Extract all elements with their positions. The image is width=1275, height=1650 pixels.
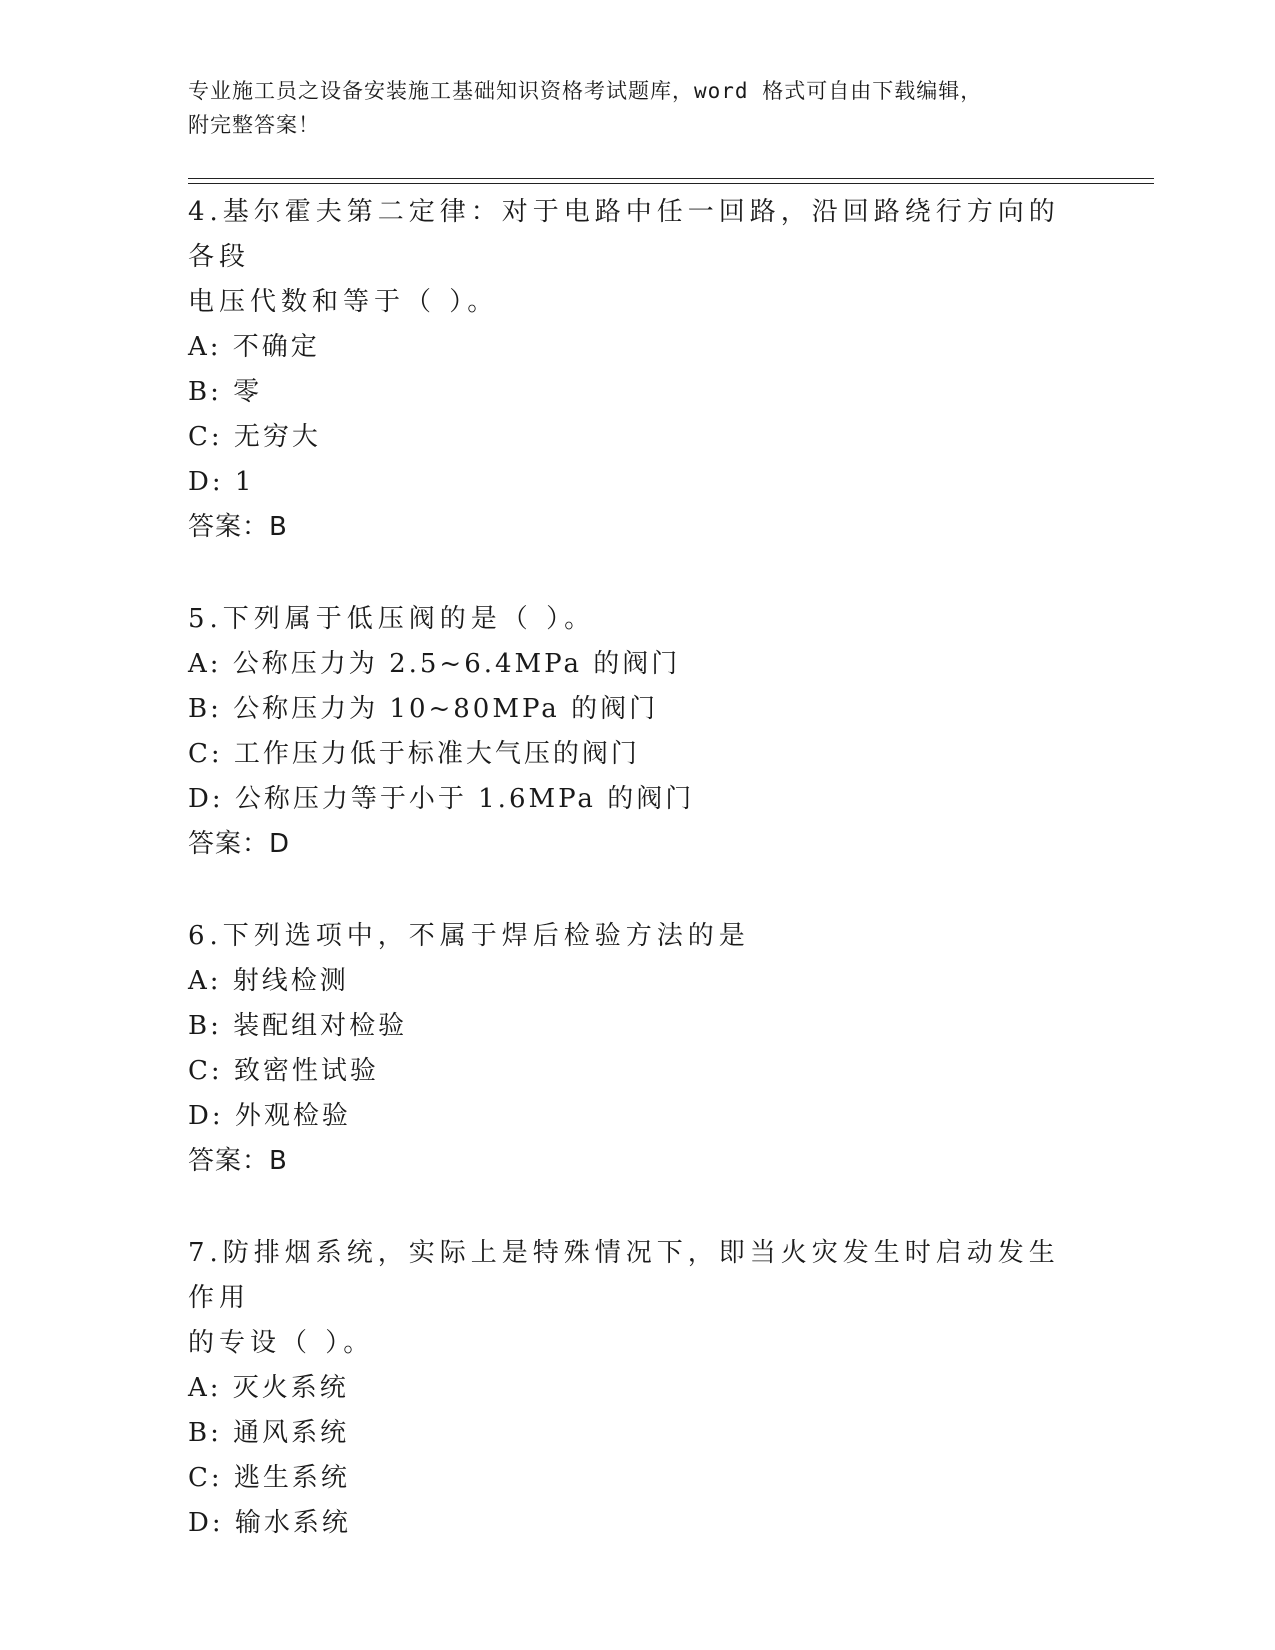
question-6 <box>188 914 1088 1184</box>
option-b: B: 装配组对检验 <box>188 1011 408 1041</box>
question-4 <box>188 190 1088 550</box>
question-stem-line: 的专设（ ）。 <box>188 1328 375 1358</box>
option-d: D: 1 <box>188 467 255 497</box>
answer-line: 答案：D <box>188 829 291 859</box>
document-header <box>188 74 1068 142</box>
answer-line: 答案：B <box>188 1146 288 1176</box>
question-stem-line: 5.下列属于低压阀的是（ ）。 <box>188 604 596 634</box>
option-d: D: 外观检验 <box>188 1101 351 1131</box>
option-c: C: 致密性试验 <box>188 1056 379 1086</box>
option-c: C: 工作压力低于标准大气压的阀门 <box>188 739 640 769</box>
option-a: A: 不确定 <box>188 332 320 362</box>
question-spacer <box>188 1184 1088 1231</box>
question-stem-line: 电压代数和等于（ ）。 <box>188 287 499 317</box>
header-divider-bottom <box>188 183 1154 184</box>
question-7 <box>188 1231 1088 1546</box>
question-spacer <box>188 550 1088 597</box>
option-c: C: 无穷大 <box>188 422 321 452</box>
question-list <box>188 190 1088 1546</box>
question-stem-line: 4.基尔霍夫第二定律：对于电路中任一回路，沿回路绕行方向的各段 <box>188 197 1060 272</box>
header-line-2: 附完整答案！ <box>188 113 320 137</box>
option-a: A: 公称压力为 2.5~6.4MPa 的阀门 <box>188 649 681 679</box>
option-a: A: 射线检测 <box>188 966 349 996</box>
question-stem-line: 6.下列选项中，不属于焊后检验方法的是 <box>188 921 750 951</box>
option-b: B: 公称压力为 10~80MPa 的阀门 <box>188 694 659 724</box>
question-5 <box>188 597 1088 867</box>
answer-line: 答案：B <box>188 512 288 542</box>
header-divider-top <box>188 178 1154 179</box>
header-line-1: 专业施工员之设备安装施工基础知识资格考试题库，word 格式可自由下载编辑， <box>188 79 983 103</box>
option-c: C: 逃生系统 <box>188 1463 350 1493</box>
question-spacer <box>188 867 1088 914</box>
option-d: D: 公称压力等于小于 1.6MPa 的阀门 <box>188 784 695 814</box>
option-b: B: 通风系统 <box>188 1418 350 1448</box>
question-stem-line: 7.防排烟系统，实际上是特殊情况下，即当火灾发生时启动发生作用 <box>188 1238 1060 1313</box>
option-d: D: 输水系统 <box>188 1508 351 1538</box>
option-a: A: 灭火系统 <box>188 1373 349 1403</box>
option-b: B: 零 <box>188 377 263 407</box>
